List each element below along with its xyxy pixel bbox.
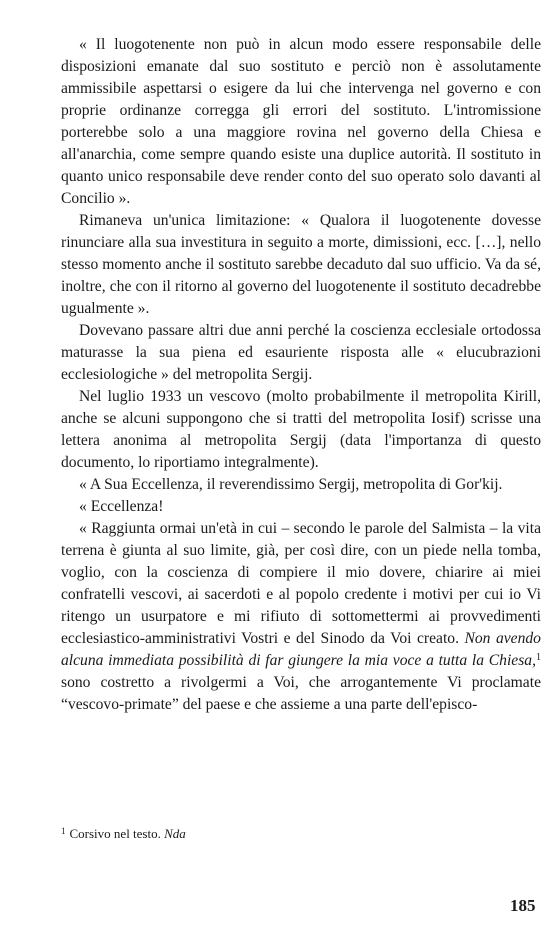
paragraph: Rimaneva un'unica limitazione: « Qualora il luogotenente dovesse rinunciare alla sua investitura in seguito a morte, dimissioni, ecc. […], nello stesso momento anche il sostituto sarebbe decaduto dal suo ufficio. Va da sé, inoltre, che con il ritorno al governo del luogotenente il sostituto decadrebbe ugualmente ».	[61, 212, 541, 317]
paragraph: « Il luogotenente non può in alcun modo essere responsabile delle disposizioni emanate dal suo sostituto e perciò non è assolutamente ammissibile aspettarsi o esigere da lui che intervenga nel governo e con proprie ordinanze corregga gli errori del sostituto. L'intromissione porterebbe solo a una maggiore rovina nel governo della Chiesa e all'anarchia, come sempre quando esiste una duplice autorità. Il sostituto in quanto unico responsabile deve render conto del suo operato solo davanti al Concilio ».	[61, 36, 541, 207]
paragraph: « Eccellenza!	[79, 498, 164, 515]
paragraph: Dovevano passare altri due anni perché la coscienza ecclesiale ortodossa maturasse la sua piena ed esauriente risposta alle « elucubrazioni ecclesiologiche » del metropolita Sergij.	[61, 322, 541, 383]
body-text	[61, 34, 541, 716]
footnote-italic: Nda	[164, 826, 186, 841]
paragraph: Nel luglio 1933 un vescovo (molto probabilmente il metropolita Kirill, anche se alcuni suppongono che si tratti del metropolita Iosif) scrisse una lettera anonima al metropolita Sergij (data l'importanza di questo documento, lo riportiamo integralmente).	[61, 388, 541, 471]
page-number: 185	[510, 896, 536, 915]
footnote	[61, 822, 541, 843]
italic-emphasis: Non avendo alcuna immediata possibilità di far giungere la mia voce a tutta la Chiesa,	[61, 630, 541, 669]
footnote-reference: 1	[536, 652, 541, 663]
paragraph-letter-body	[61, 518, 541, 716]
paragraph-text: « Raggiunta ormai un'età in cui – secondo le parole del Salmista – la vita terrena è giunta al suo limite, già, per così dire, con un piede nella tomba, voglio, con la coscienza di compiere il mio dovere, chiarire ai miei confratelli vescovi, ai sacerdoti e al popolo credente i motivi per cui io Vi ritengo un usurpatore e mi rifiuto di sottomettermi ai provvedimenti ecclesiastico-amministrativi Vostri e del Sinodo da Voi creato.	[61, 520, 541, 647]
footnote-mark: 1	[61, 826, 66, 836]
paragraph-text-continued: sono costretto a rivolgermi a Voi, che arrogantemente Vi proclamate “vescovo-primate” del paese e che assieme a una parte dell'episco-	[61, 674, 541, 713]
footnote-text: Corsivo nel testo.	[69, 826, 161, 841]
paragraph: « A Sua Eccellenza, il reverendissimo Sergij, metropolita di Gor'kij.	[79, 476, 503, 493]
